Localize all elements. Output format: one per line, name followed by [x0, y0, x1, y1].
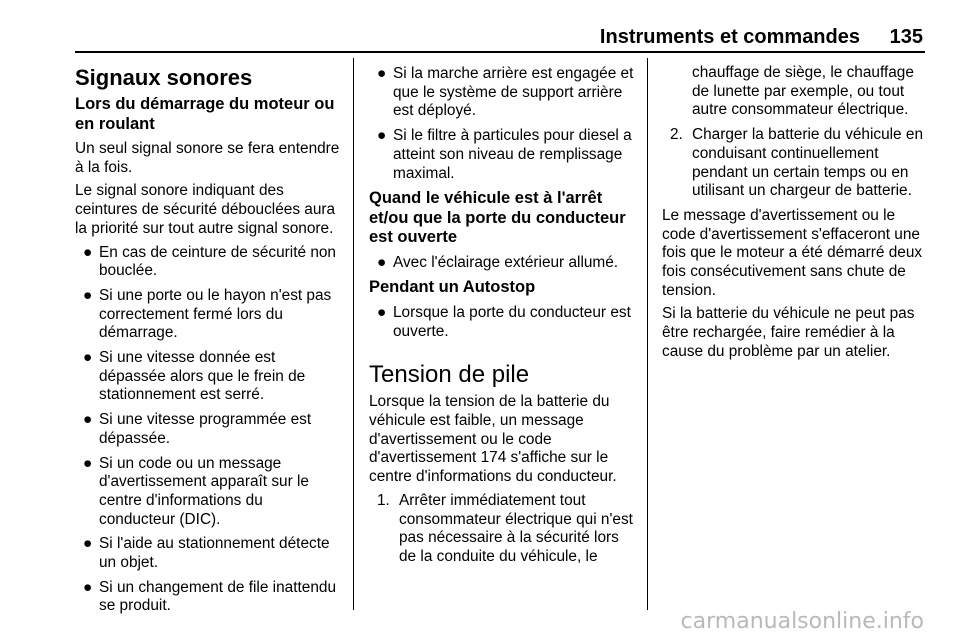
step-number: 2. — [670, 126, 683, 144]
paragraph-priority: Le signal sonore indiquant des ceintures de sécurité débouclées aura la priorité sur tout autre signal sonore. — [75, 182, 336, 237]
bullet-icon: ● — [83, 243, 93, 261]
list-item — [369, 304, 635, 341]
bullet-icon: ● — [83, 286, 93, 304]
list-item-text: Si un changement de file inattendu se produit. — [99, 578, 337, 615]
watermark-text: carmanualsonline.info — [680, 609, 924, 634]
list-item-text: Arrêter immédiatement tout consommateur électrique qui n'est pas nécessaire à la sécurité lors de la conduite du véhicule, le — [399, 491, 633, 565]
list-item — [369, 127, 635, 183]
list-item — [369, 65, 635, 121]
bullet-icon: ● — [377, 65, 387, 82]
list-item-text: Charger la batterie du véhicule en conduisant continuellement pendant un certain temps ou en utilisant un chargeur de batterie. — [692, 126, 924, 200]
list-item — [75, 287, 341, 343]
list-item — [75, 579, 341, 616]
step-number: 1. — [377, 491, 390, 509]
column-2 — [369, 58, 635, 573]
running-head-title: Instruments et commandes — [599, 26, 860, 48]
bullet-list-continued — [369, 65, 635, 183]
list-item — [75, 244, 341, 281]
page-number: 135 — [889, 26, 923, 48]
list-item-text: Si une vitesse donnée est dépassée alors que le frein de stationnement est serré. — [99, 349, 306, 404]
column-divider-1 — [353, 58, 354, 610]
bullet-icon: ● — [83, 349, 93, 367]
paragraph-low-voltage: Lorsque la tension de la batterie du véhicule est faible, un message d'avertissement ou le code d'avertissement 174 s'affiche sur le centre d'informations du conducteur. — [369, 393, 617, 486]
list-item — [75, 411, 341, 448]
list-item-text: En cas de ceinture de sécurité non bouclée. — [99, 243, 336, 280]
list-item — [75, 455, 341, 530]
list-item-text: Avec l'éclairage extérieur allumé. — [393, 253, 619, 271]
list-item — [375, 492, 635, 567]
bullet-list-arret — [369, 254, 635, 273]
numbered-list-steps-continued — [662, 64, 928, 201]
list-item-text: Lorsque la porte du conducteur est ouverte. — [393, 303, 631, 340]
bullet-icon: ● — [83, 535, 93, 553]
subheading-arret: Quand le véhicule est à l'arrêt et/ou que la porte du conducteur est ouverte — [369, 189, 626, 247]
page-header — [0, 14, 960, 54]
list-item — [369, 254, 635, 273]
list-item-text: Si une porte ou le hayon n'est pas correctement fermé lors du démarrage. — [99, 286, 332, 342]
bullet-list-signals — [75, 244, 341, 617]
paragraph-message-clear: Le message d'avertissement ou le code d'avertissement s'effaceront une fois que le moteur a été démarré deux fois consécutivement sans chute de tension. — [662, 206, 923, 299]
paragraph-workshop: Si la batterie du véhicule ne peut pas être rechargée, faire remédier à la cause du problème par un atelier. — [662, 305, 915, 360]
paragraph-single-signal: Un seul signal sonore se fera entendre à la fois. — [75, 140, 340, 176]
list-item — [75, 535, 341, 572]
header-rule — [75, 51, 925, 53]
numbered-list-steps — [369, 492, 635, 567]
bullet-icon: ● — [377, 127, 387, 145]
section-title-signaux-sonores: Signaux sonores — [75, 65, 253, 90]
list-item — [668, 64, 928, 120]
section-title-tension-de-pile: Tension de pile — [369, 361, 530, 389]
list-item-text: chauffage de siège, le chauffage de lunette par exemple, ou tout autre consommateur électrique. — [692, 64, 914, 119]
column-3 — [662, 58, 928, 367]
bullet-icon: ● — [377, 303, 387, 321]
bullet-icon: ● — [83, 578, 93, 596]
bullet-icon: ● — [83, 411, 93, 429]
list-item-text: Si un code ou un message d'avertissement apparaît sur le centre d'informations du conducteur (DIC). — [99, 454, 309, 528]
list-item-text: Si une vitesse programmée est dépassée. — [99, 411, 312, 447]
bullet-list-autostop — [369, 304, 635, 341]
list-item — [668, 126, 928, 201]
column-divider-2 — [647, 58, 648, 610]
bullet-icon: ● — [83, 454, 93, 472]
subheading-demarrage: Lors du démarrage du moteur ou en roulant — [75, 95, 335, 133]
list-item-text: Si le filtre à particules pour diesel a atteint son niveau de remplissage maximal. — [393, 127, 632, 182]
subheading-autostop: Pendant un Autostop — [369, 278, 536, 297]
list-item-text: Si l'aide au stationnement détecte un objet. — [99, 535, 330, 572]
list-item-text: Si la marche arrière est engagée et que le système de support arrière est déployé. — [393, 65, 634, 120]
list-item — [75, 349, 341, 405]
bullet-icon: ● — [377, 253, 387, 271]
column-1 — [75, 58, 341, 622]
